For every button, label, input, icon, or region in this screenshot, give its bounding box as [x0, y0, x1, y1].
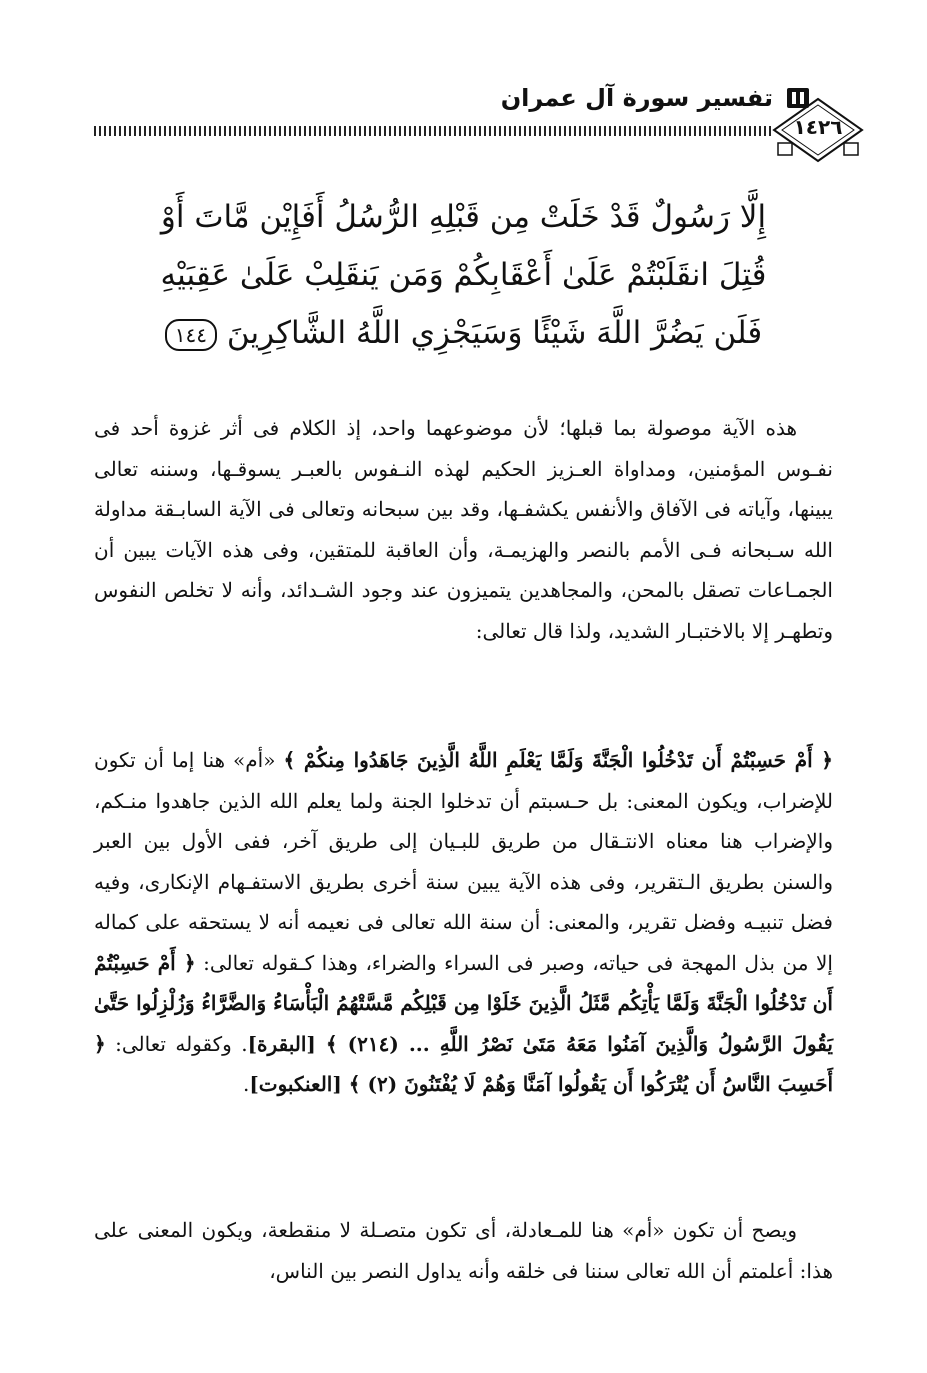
paragraph-2-end: .	[242, 1072, 250, 1096]
quote-2: ﴿ أَمْ حَسِبْتُمْ أَن تَدْخُلُوا الْجَنَّةَ وَلَمَّا يَأْتِكُم مَّثَلُ الَّذِينَ خَلَوْا مِن قَبْلِكُم مَّسَّتْهُمُ الْبَأْسَاءُ وَالضَّرَّاءُ وَزُلْزِلُوا حَتَّىٰ يَقُولَ الرَّسُولُ وَالَّذِينَ آمَنُوا مَعَهُ مَتَىٰ نَصْرُ اللَّهِ ... (٢١٤) ﴾	[94, 950, 833, 1056]
paragraph-2-text-2: . وكقوله تعالى:	[105, 1031, 248, 1056]
page-number-badge	[770, 97, 866, 163]
header-title: تفسير سورة آل عمران	[500, 84, 773, 112]
reference-2: [العنكبوت]	[249, 1072, 349, 1096]
paragraph-2-text-1: «أم» هنا إما أن تكون للإضراب، ويكون المعنى: بل حـسبتم أن تدخلوا الجنة ولما يعلم الله الذين جاهدوا منـكم، والإضراب هنا معناه الانتـقال من طريق للبـيان إلى طريق آخر، ففى الأول بين العبر والسنن بطريق الـتقرير، وفى هذه الآية يبين سنة أخرى بطريق الاستفـهام الإنكارى، وفيه فضل تنبيـه وفضل تقرير، والمعنى: أن سنة الله تعالى فى نعيمه أنه لا يستحقه على كماله إلا من بذل المهجة فى حياته، وصبر فى السراء والضراء، وهذا كـقوله تعالى:	[94, 748, 833, 975]
paragraph-2	[94, 740, 833, 1105]
ayah-number: ١٤٤	[165, 319, 217, 351]
page-number: ١٤٢٦	[793, 115, 843, 139]
header-rule	[94, 126, 774, 136]
reference-1: [البقرة]	[247, 1031, 326, 1056]
paragraph-1: هذه الآية موصولة بما قبلها؛ لأن موضوعهما واحد، إذ الكلام فى أثر غزوة أحد فى نفـوس المؤمنين، ومداواة العـزيز الحكيم لهذه النـفوس بالعبـر يسوقـها، وسننه تعالى يبينها، وآياته فى الآفاق والأنفس يكشفـها، وقد بين سبحانه وتعالى فى الآية السابـقة مداولة الله سـبحانه فـى الأمم بالنصر والهزيمـة، وأن العاقبة للمتقين، وفى هذه الآيات يبين أن الجمـاعات تصقل بالمحن، والمجاهدين يتميزون عند وجود الشـدائد، وأنه لا تخلص النفوس وتطهـر إلا بالاختبـار الشديد، ولذا قال تعالى:	[94, 416, 833, 643]
verse-text: إِلَّا رَسُولٌ قَدْ خَلَتْ مِن قَبْلِهِ الرُّسُلُ أَفَإِيْن مَّاتَ أَوْ قُتِلَ انقَلَبْتُمْ عَلَىٰ أَعْقَابِكُمْ وَمَن يَنقَلِبْ عَلَىٰ عَقِبَيْهِ فَلَن يَضُرَّ اللَّهَ شَيْئًا وَسَيَجْزِي اللَّهُ الشَّاكِرِينَ	[160, 199, 767, 351]
quote-3: ﴿ أَحَسِبَ النَّاسُ أَن يُتْرَكُوا أَن يَقُولُوا آمَنَّا وَهُمْ لَا يُفْتَنُونَ (٢) ﴾	[94, 1031, 833, 1096]
paragraph-3: ويصح أن تكون «أم» هنا للمـعادلة، أى تكون متصـلة لا منقطعة، ويكون المعنى على هذا: أعلمتم أن الله تعالى سننا فى خلقه وأنه يداول النصر بين الناس،	[94, 1218, 833, 1283]
quote-1: ﴿ أَمْ حَسِبْتُمْ أَن تَدْخُلُوا الْجَنَّةَ وَلَمَّا يَعْلَمِ اللَّهُ الَّذِينَ جَاهَدُوا مِنكُمْ ﴾	[283, 748, 833, 772]
running-header	[470, 78, 809, 118]
quran-verse	[150, 188, 777, 362]
